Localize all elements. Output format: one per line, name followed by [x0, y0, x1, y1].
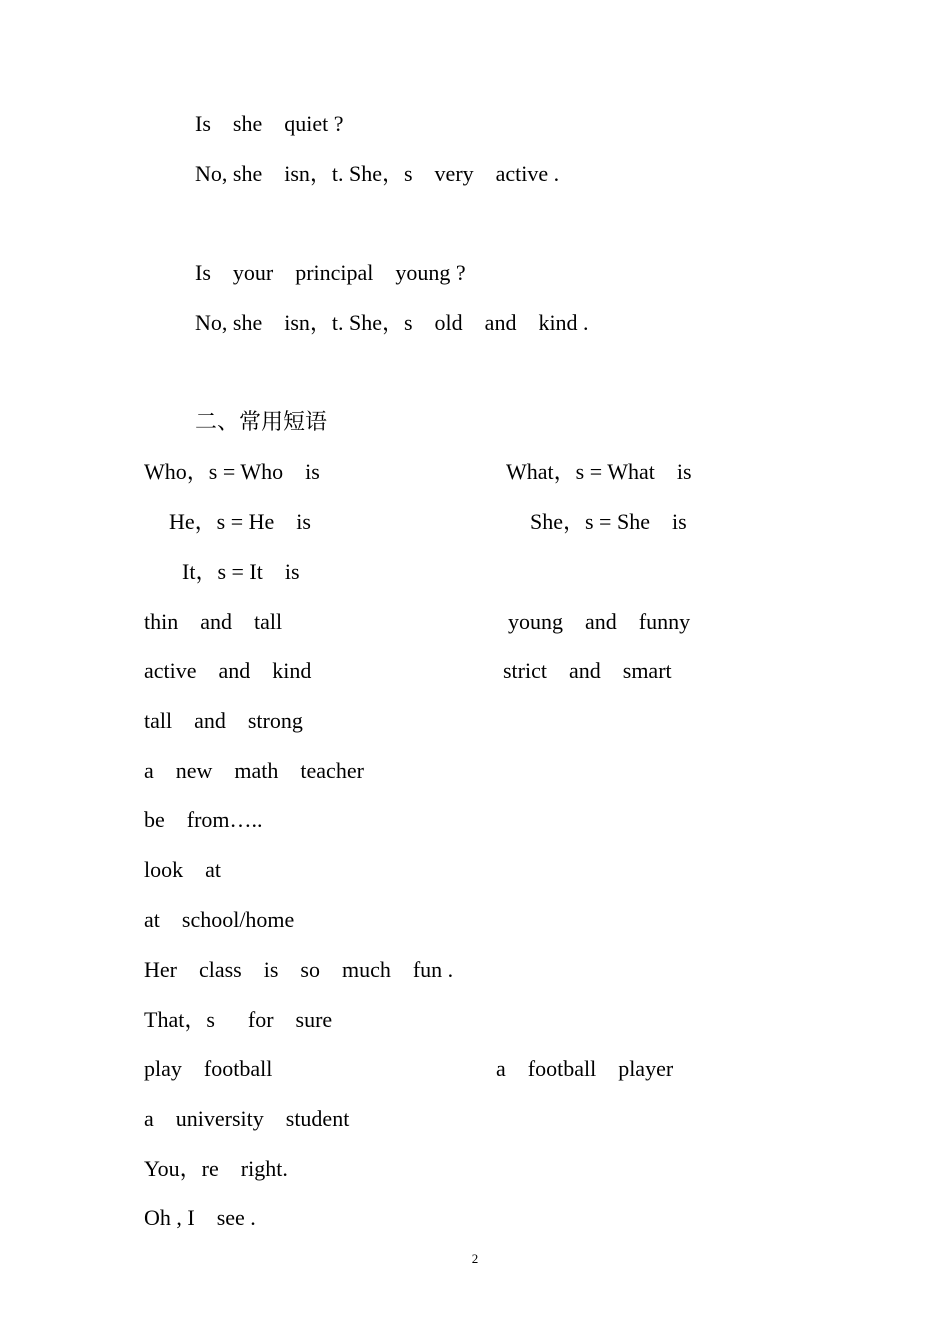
- section-heading: 二、常用短语: [195, 409, 328, 434]
- phrase-its: It，s = It is: [182, 559, 300, 584]
- phrase-be-from: be from…..: [144, 807, 263, 832]
- phrase-hes: He，s = He is: [169, 509, 311, 534]
- dialogue-question-quiet: Is she quiet ?: [195, 111, 344, 136]
- phrase-strict-smart: strict and smart: [503, 658, 672, 683]
- phrase-young-funny: young and funny: [508, 609, 691, 634]
- page-number: 2: [471, 1251, 479, 1266]
- phrase-tall-strong: tall and strong: [144, 708, 303, 733]
- phrase-thin-tall: thin and tall: [144, 609, 283, 634]
- phrase-shes: She，s = She is: [530, 509, 687, 534]
- phrase-thats-for-sure: That，s for sure: [144, 1007, 333, 1032]
- phrase-whats: What，s = What is: [506, 459, 692, 484]
- phrase-play-football: play football: [144, 1056, 273, 1081]
- phrase-university-student: a university student: [144, 1106, 350, 1131]
- phrase-active-kind: active and kind: [144, 658, 312, 683]
- phrase-football-player: a football player: [496, 1056, 674, 1081]
- phrase-whos: Who，s = Who is: [144, 459, 320, 484]
- phrase-at-school: at school/home: [144, 907, 295, 932]
- phrase-look-at: look at: [144, 857, 221, 882]
- phrase-youre-right: You，re right.: [144, 1156, 288, 1181]
- phrase-her-class: Her class is so much fun .: [144, 957, 454, 982]
- phrase-math-teacher: a new math teacher: [144, 758, 364, 783]
- dialogue-question-principal: Is your principal young ?: [195, 260, 466, 285]
- dialogue-answer-kind: No, she isn，t. She，s old and kind .: [195, 310, 589, 335]
- dialogue-answer-active: No, she isn，t. She，s very active .: [195, 161, 560, 186]
- phrase-oh-i-see: Oh , I see .: [144, 1205, 256, 1230]
